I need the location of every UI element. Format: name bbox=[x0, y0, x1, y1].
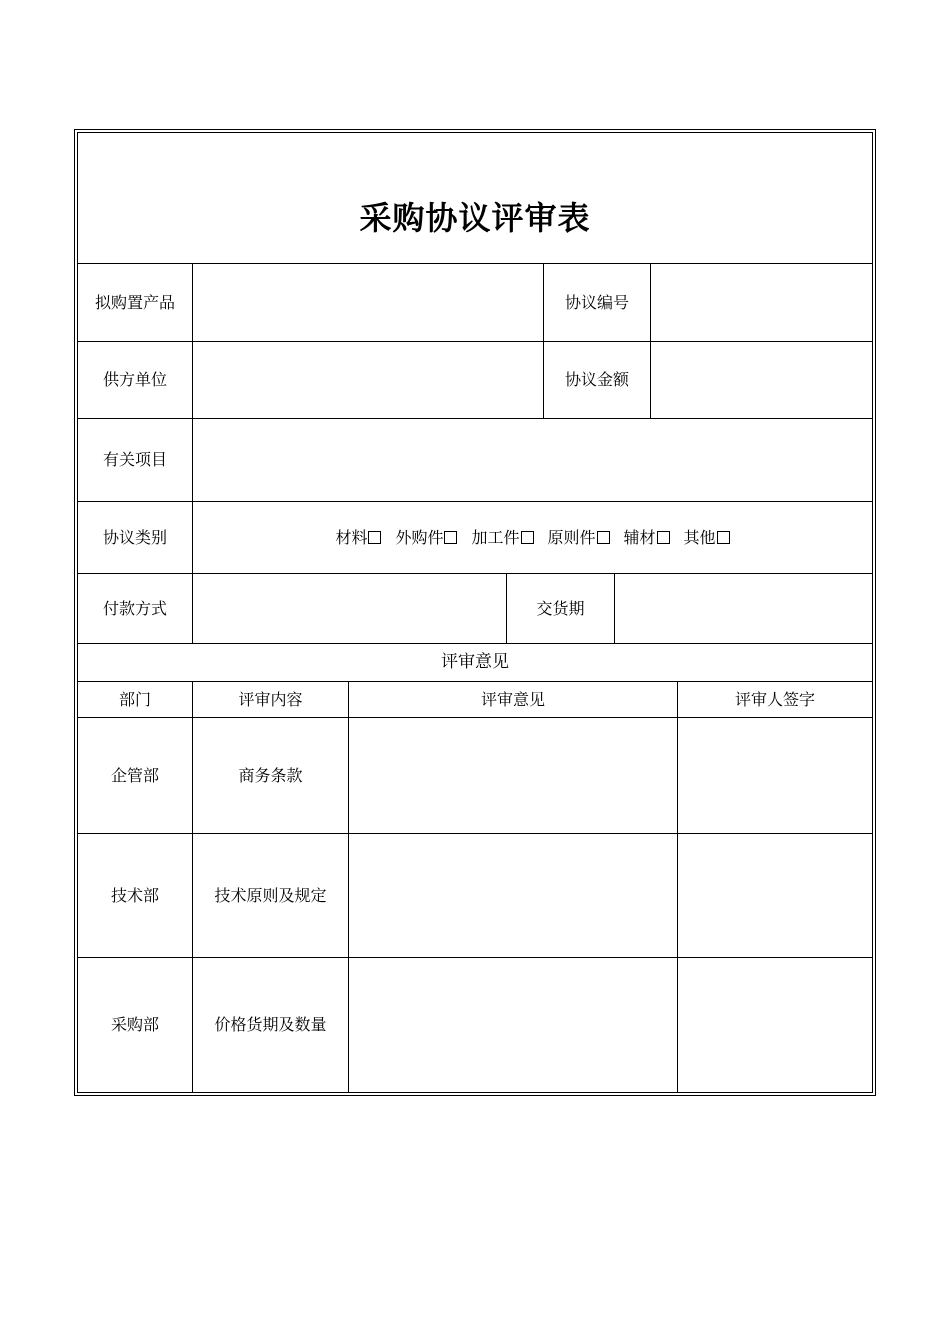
product-label: 拟购置产品 bbox=[94, 292, 175, 312]
review-opinion-field[interactable] bbox=[349, 834, 677, 957]
reviewer-signature-field[interactable] bbox=[678, 718, 872, 833]
project-field[interactable] bbox=[193, 419, 872, 501]
procurement-agreement-review-form bbox=[77, 132, 873, 1093]
review-row-content: 价格货期及数量 bbox=[214, 1015, 327, 1034]
review-opinion-field[interactable] bbox=[349, 958, 677, 1092]
agreement-no-label: 协议编号 bbox=[564, 292, 629, 312]
delivery-field[interactable] bbox=[615, 574, 872, 643]
form-outer-border bbox=[74, 129, 876, 1096]
checkbox-icon[interactable] bbox=[444, 531, 457, 544]
payment-field[interactable] bbox=[193, 574, 506, 643]
review-row-content: 技术原则及规定 bbox=[214, 885, 327, 905]
checkbox-icon[interactable] bbox=[657, 531, 670, 544]
supplier-field[interactable] bbox=[193, 342, 543, 418]
category-option-auxiliary[interactable]: 辅材 bbox=[624, 530, 670, 546]
supplier-label: 供方单位 bbox=[102, 370, 167, 389]
reviewer-signature-field[interactable] bbox=[678, 834, 872, 957]
category-options bbox=[193, 502, 872, 573]
category-option-standard-part[interactable]: 原则件 bbox=[548, 530, 610, 546]
review-opinion-field[interactable] bbox=[349, 718, 677, 833]
amount-label: 协议金额 bbox=[564, 370, 629, 389]
product-field[interactable] bbox=[193, 264, 543, 341]
form-title: 采购协议评审表 bbox=[359, 199, 591, 237]
header-review-opinion: 评审意见 bbox=[480, 689, 545, 709]
category-label: 协议类别 bbox=[102, 527, 167, 547]
review-row-dept: 采购部 bbox=[110, 1015, 159, 1034]
delivery-label: 交货期 bbox=[536, 598, 585, 618]
category-option-other[interactable]: 其他 bbox=[684, 530, 730, 546]
category-option-purchased-part[interactable]: 外购件 bbox=[395, 530, 457, 546]
category-option-material[interactable]: 材料 bbox=[335, 530, 381, 546]
review-row-content: 商务条款 bbox=[238, 765, 303, 785]
header-reviewer-signature: 评审人签字 bbox=[734, 689, 815, 709]
checkbox-icon[interactable] bbox=[597, 531, 610, 544]
agreement-no-field[interactable] bbox=[651, 264, 872, 341]
review-row-dept: 技术部 bbox=[110, 885, 159, 905]
review-section-title: 评审意见 bbox=[441, 652, 509, 672]
checkbox-icon[interactable] bbox=[717, 531, 730, 544]
project-label: 有关项目 bbox=[102, 450, 167, 469]
checkbox-icon[interactable] bbox=[368, 531, 381, 544]
reviewer-signature-field[interactable] bbox=[678, 958, 872, 1092]
checkbox-icon[interactable] bbox=[521, 531, 534, 544]
header-department: 部门 bbox=[118, 689, 151, 709]
category-option-processed-part[interactable]: 加工件 bbox=[471, 530, 533, 546]
review-row-dept: 企管部 bbox=[110, 765, 159, 785]
header-review-content: 评审内容 bbox=[238, 689, 303, 709]
amount-field[interactable] bbox=[651, 342, 872, 418]
payment-label: 付款方式 bbox=[102, 598, 167, 618]
